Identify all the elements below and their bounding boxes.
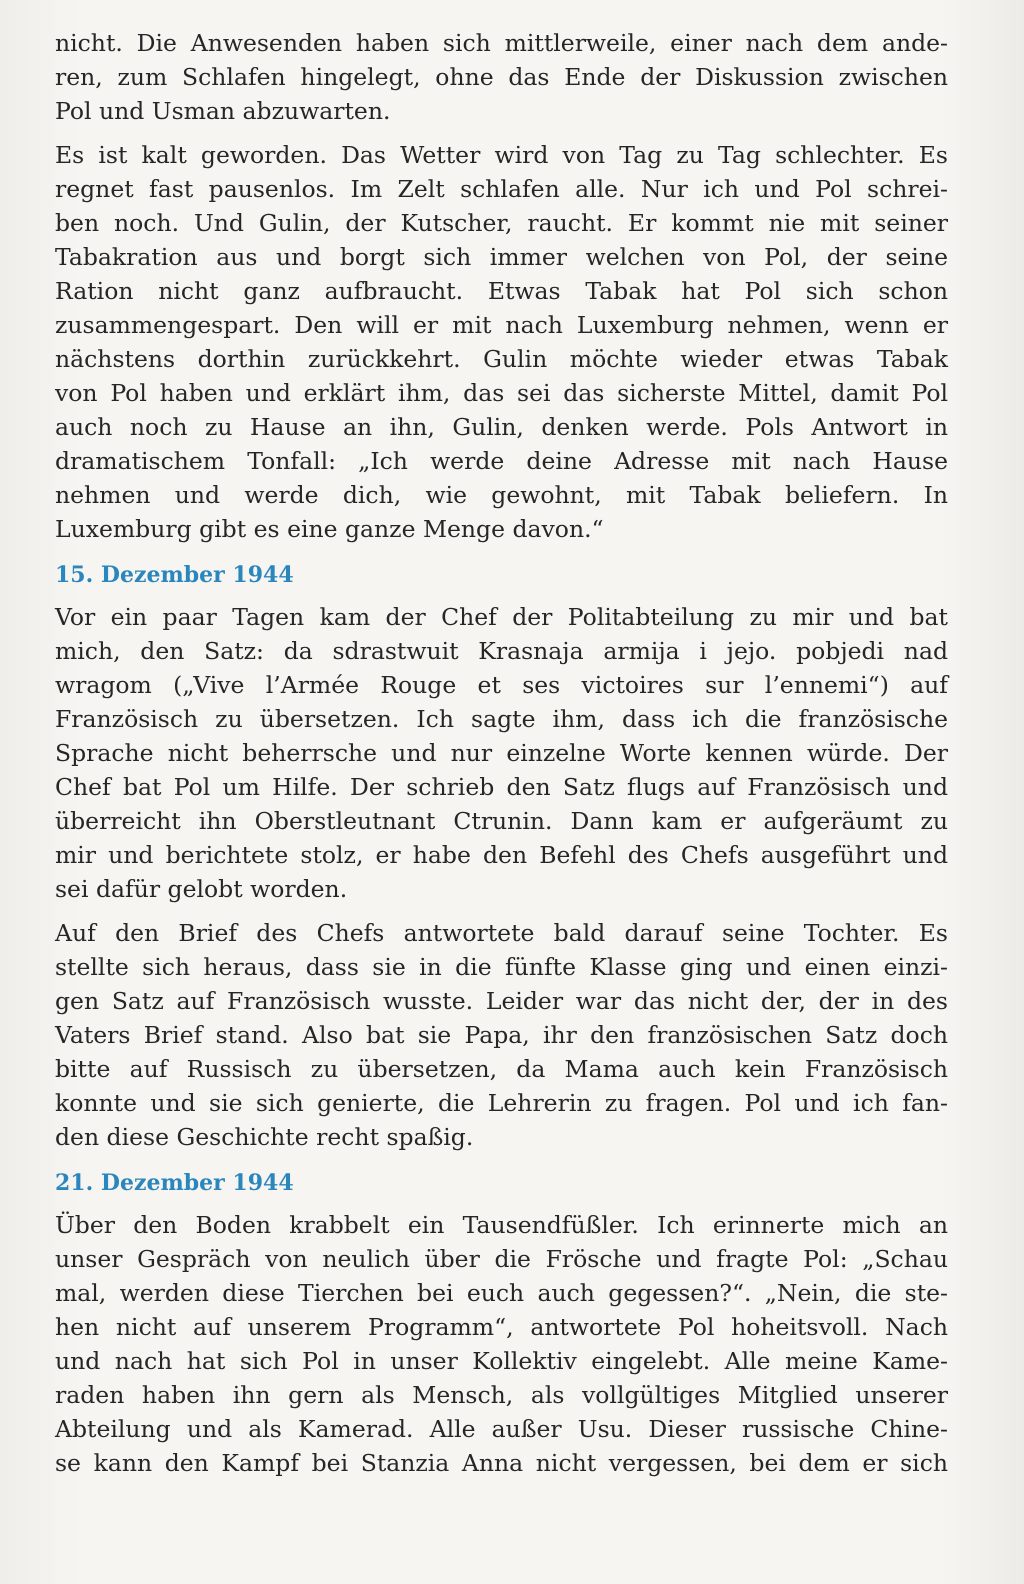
date-heading: 15. Dezember 1944 [55,562,294,588]
text-line: mich, den Satz: da sdrastwuit Krasnaja armija i jejo. pobjedi nad [55,637,948,665]
text-column [55,26,948,1480]
text-line: raden haben ihn gern als Mensch, als vollgültiges Mitglied unserer [55,1381,948,1409]
text-line: sei dafür gelobt worden. [55,875,348,903]
text-line: ben noch. Und Gulin, der Kutscher, raucht. Er kommt nie mit seiner [55,209,948,237]
text-line: den diese Geschichte recht spaßig. [55,1123,474,1151]
text-line: konnte und sie sich genierte, die Lehrerin zu fragen. Pol und ich fan- [55,1089,948,1117]
text-line: mal, werden diese Tierchen bei euch auch gegessen?“. „Nein, die ste- [55,1279,948,1307]
text-line: hen nicht auf unserem Programm“, antwortete Pol hoheitsvoll. Nach [55,1313,948,1341]
text-line: se kann den Kampf bei Stanzia Anna nicht vergessen, bei dem er sich [55,1449,948,1477]
text-line: nehmen und werde dich, wie gewohnt, mit Tabak beliefern. In [55,481,948,509]
text-line: Luxemburg gibt es eine ganze Menge davon.“ [55,515,604,543]
paragraph [55,1208,948,1480]
paragraph [55,600,948,906]
text-line: Tabakration aus und borgt sich immer welchen von Pol, der seine [55,243,948,271]
text-line: nächstens dorthin zurückkehrt. Gulin möchte wieder etwas Tabak [55,345,948,373]
text-line: auch noch zu Hause an ihn, Gulin, denken werde. Pols Antwort in [55,413,948,441]
text-line: von Pol haben und erklärt ihm, das sei das sicherste Mittel, damit Pol [55,379,948,407]
text-line: überreicht ihn Oberstleutnant Ctrunin. Dann kam er aufgeräumt zu [55,807,948,835]
paragraph [55,916,948,1154]
text-line: Über den Boden krabbelt ein Tausendfüßler. Ich erinnerte mich an [55,1211,948,1239]
text-line: Vaters Brief stand. Also bat sie Papa, ihr den französischen Satz doch [55,1021,948,1049]
text-line: Es ist kalt geworden. Das Wetter wird von Tag zu Tag schlechter. Es [55,141,948,169]
text-line: Pol und Usman abzuwarten. [55,97,391,125]
paragraph [55,138,948,546]
date-heading: 21. Dezember 1944 [55,1170,294,1196]
text-line: Sprache nicht beherrsche und nur einzelne Worte kennen würde. Der [55,739,948,767]
text-line: dramatischem Tonfall: „Ich werde deine Adresse mit nach Hause [55,447,948,475]
text-line: Vor ein paar Tagen kam der Chef der Politabteilung zu mir und bat [55,603,948,631]
text-line: bitte auf Russisch zu übersetzen, da Mama auch kein Französisch [55,1055,948,1083]
text-line: ren, zum Schlafen hingelegt, ohne das Ende der Diskussion zwischen [55,63,948,91]
text-line: wragom („Vive l’Armée Rouge et ses victoires sur l’ennemi“) auf [55,671,948,699]
text-line: regnet fast pausenlos. Im Zelt schlafen alle. Nur ich und Pol schrei- [55,175,948,203]
text-line: mir und berichtete stolz, er habe den Befehl des Chefs ausgeführt und [55,841,948,869]
text-line: Abteilung und als Kamerad. Alle außer Usu. Dieser russische Chine- [55,1415,948,1443]
text-line: gen Satz auf Französisch wusste. Leider war das nicht der, der in des [55,987,948,1015]
text-line: Ration nicht ganz aufbraucht. Etwas Tabak hat Pol sich schon [55,277,948,305]
text-line: Französisch zu übersetzen. Ich sagte ihm, dass ich die französische [55,705,948,733]
text-line: Chef bat Pol um Hilfe. Der schrieb den Satz flugs auf Französisch und [55,773,948,801]
text-line: stellte sich heraus, dass sie in die fünfte Klasse ging und einen einzi- [55,953,948,981]
text-line: Auf den Brief des Chefs antwortete bald darauf seine Tochter. Es [55,919,948,947]
text-line: nicht. Die Anwesenden haben sich mittlerweile, einer nach dem ande- [55,29,948,57]
text-line: zusammengespart. Den will er mit nach Luxemburg nehmen, wenn er [55,311,948,339]
paragraph [55,26,948,128]
text-line: und nach hat sich Pol in unser Kollektiv eingelebt. Alle meine Kame- [55,1347,948,1375]
text-line: unser Gespräch von neulich über die Frösche und fragte Pol: „Schau [55,1245,948,1273]
